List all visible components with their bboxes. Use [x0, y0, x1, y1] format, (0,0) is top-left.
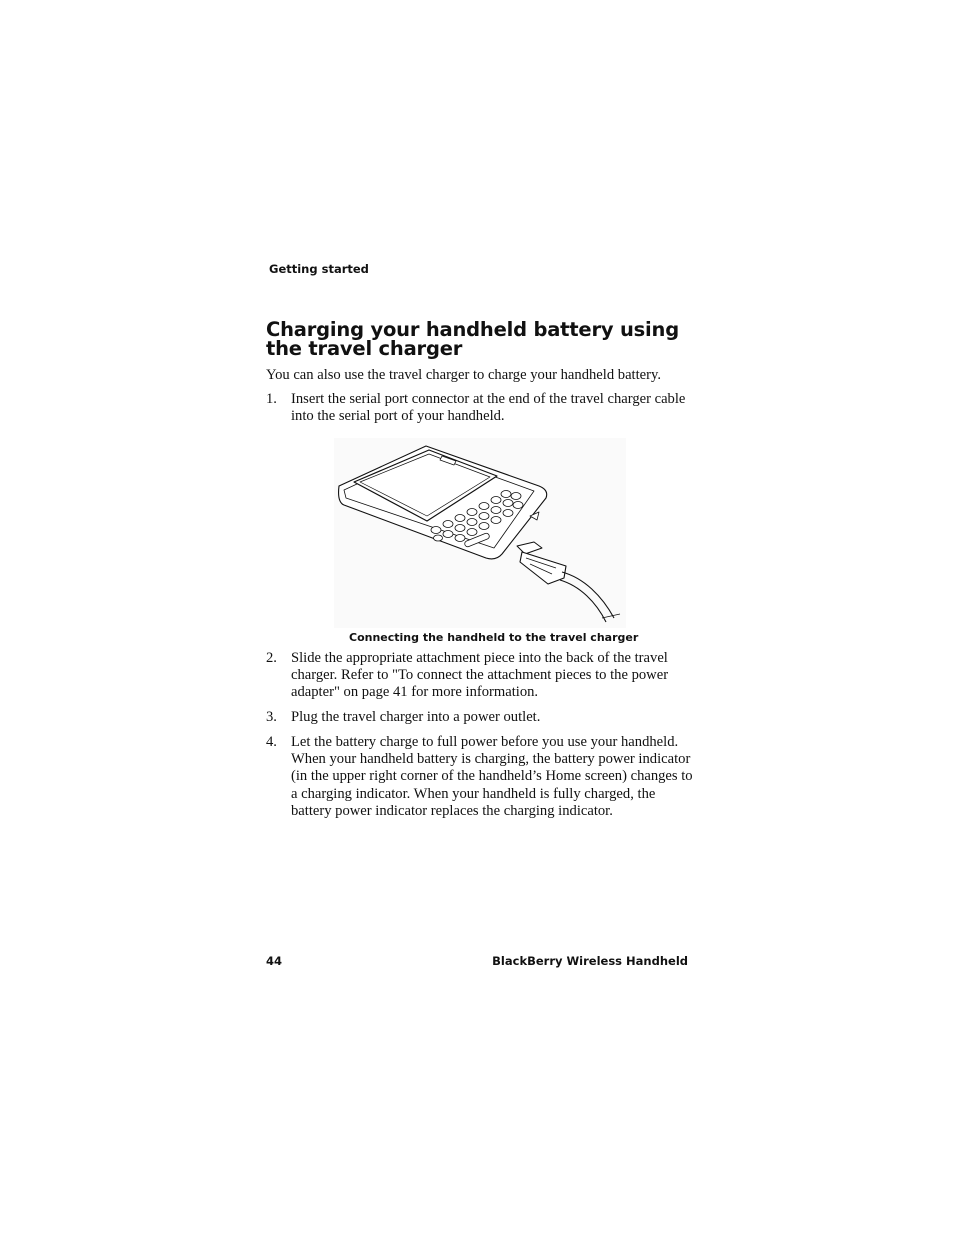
step-text: Slide the appropriate attachment piece into the back of the travel charger. Refer to "To connect the attachment pieces to the power adapter" on page 41 for more information. — [291, 650, 669, 701]
step-text: Plug the travel charger into a power outlet. — [291, 709, 541, 725]
step-number: 4. — [266, 734, 277, 750]
running-header: Getting started — [269, 262, 369, 276]
page-number: 44 — [266, 954, 283, 968]
step-3 — [266, 709, 696, 726]
step-number: 3. — [266, 709, 277, 725]
step-4 — [266, 734, 696, 820]
step-1 — [266, 391, 696, 425]
step-text: Insert the serial port connector at the end of the travel charger cable into the serial port of your handheld. — [291, 391, 686, 425]
handheld-charger-illustration — [334, 438, 626, 628]
intro-paragraph: You can also use the travel charger to charge your handheld battery. — [266, 367, 661, 383]
running-footer-title: BlackBerry Wireless Handheld — [492, 954, 688, 968]
step-number: 1. — [266, 391, 277, 407]
figure-caption: Connecting the handheld to the travel charger — [349, 631, 639, 644]
step-2 — [266, 650, 696, 702]
section-title: Charging your handheld battery using the travel charger — [266, 318, 679, 360]
step-number: 2. — [266, 650, 277, 666]
step-text: Let the battery charge to full power before you use your handheld. When your handheld battery is charging, the battery power indicator (in the upper right corner of the handheld’s Home screen) changes to a charging indicator. When your handheld is fully charged, the battery power indicator replaces the charging indicator. — [291, 734, 693, 819]
